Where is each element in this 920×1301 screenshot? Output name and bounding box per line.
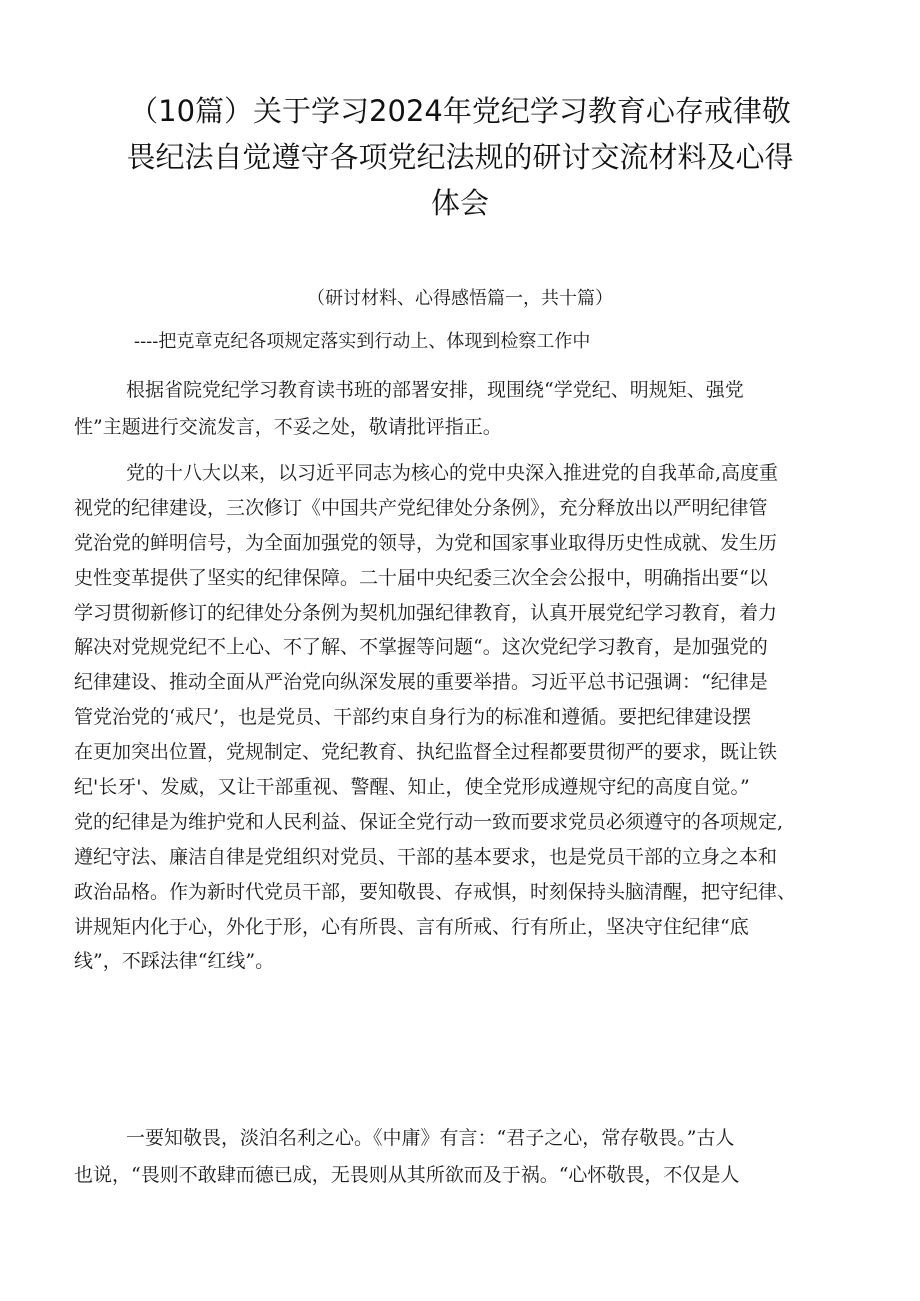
- text-line: 学习贯彻新修订的纪律处分条例为契机加强纪律教育，认真开展党纪学习教育，着力: [74, 601, 778, 624]
- text-line: 政治品格。作为新时代党员干部，要知敬畏、存戒惧，时刻保持头脑清醒，把守纪律、: [74, 880, 797, 903]
- text-line: 性”主题进行交流发言，不妥之处，敬请批评指正。: [74, 416, 502, 438]
- text-line: 线”，不踩法律“红线”。: [74, 950, 275, 973]
- document-title: [60, 88, 860, 226]
- text-line: 党治党的鲜明信号，为全面加强党的领导，为党和国家事业取得历史性成就、发生历: [74, 531, 778, 554]
- title-line: 体会: [430, 186, 489, 220]
- text-line: 纪律建设、推动全面从严治党向纵深发展的重要举措。习近平总书记强调：“纪律是: [74, 671, 768, 694]
- text-line: 讲规矩内化于心，外化于形，心有所畏、言有所戒、行有所止，坚决守住纪律“底: [74, 915, 749, 938]
- document-theme-line: ----把克章克纪各项规定落实到行动上、体现到检察工作中: [134, 331, 591, 352]
- text-line: 一要知敬畏，淡泊名利之心。《中庸》有言：“君子之心，常存敬畏。”古人: [126, 1127, 735, 1149]
- title-line: 畏纪法自觉遵守各项党纪法规的研讨交流材料及心得: [126, 140, 794, 174]
- text-line: 在更加突出位置，党规制定、党纪教育、执纪监督全过程都要贯彻严的要求，既让铁: [74, 741, 778, 764]
- text-line: 管党治党的‘戒尺’，也是党员、干部约束自身行为的标准和遵循。要把纪律建设摆: [74, 706, 752, 729]
- title-line: （10篇）关于学习2024年党纪学习教育心存戒律敬: [129, 94, 791, 128]
- text-line: 党的纪律是为维护党和人民利益、保证全党行动一致而要求党员必须遵守的各项规定,: [74, 810, 784, 833]
- document-subtitle: （研讨材料、心得感悟篇一，共十篇）: [307, 288, 613, 309]
- text-line: 解决对党规党纪不上心、不了解、不掌握等问题“。这次党纪学习教育，是加强党的: [74, 636, 768, 659]
- paragraph-reverence: [74, 1120, 866, 1194]
- text-line: 史性变革提供了坚实的纪律保障。二十届中央纪委三次全会公报中，明确指出要“以: [74, 566, 768, 589]
- paragraph-intro: [74, 372, 866, 446]
- text-line: 遵纪守法、廉洁自律是党组织对党员、干部的基本要求，也是党员干部的立身之本和: [74, 845, 778, 868]
- text-line: 党的十八大以来，以习近平同志为核心的党中央深入推进党的自我革命,高度重: [126, 462, 779, 484]
- text-line: 纪'长牙'、发威，又让干部重视、警醒、知止，使全党形成遵规守纪的高度自觉。”: [74, 776, 750, 799]
- paragraph-discipline: [74, 456, 866, 979]
- text-line: 根据省院党纪学习教育读书班的部署安排，现围绕“学党纪、明规矩、强党: [126, 379, 744, 401]
- text-line: 视党的纪律建设，三次修订《中国共产党纪律处分条例》，充分释放出以严明纪律管: [74, 496, 768, 519]
- text-line: 也说，“畏则不敢肆而德已成，无畏则从其所欲而及于祸。“心怀敬畏，不仅是人: [74, 1164, 740, 1186]
